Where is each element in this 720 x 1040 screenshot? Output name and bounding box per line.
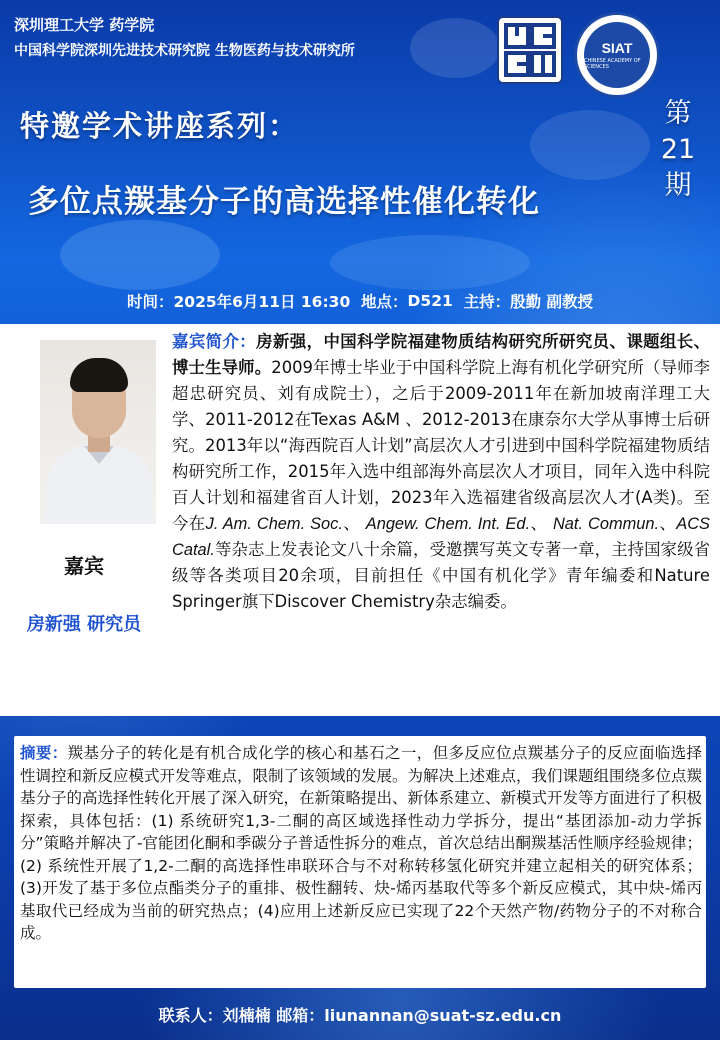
header-institute: 中国科学院深圳先进技术研究院 生物医药与技术研究所 xyxy=(14,43,355,59)
decorative-bubble xyxy=(60,220,220,290)
bio-text-part1: 2009年博士毕业于中国科学院上海有机化学研究所（导师李超忠研究员、刘有成院士），之后于2009-2011年在新加坡南洋理工大学、2011-2012在Texas A&M 、2012-2013在康奈尔大学从事博士后研究。2013年以“海西院百人计划”高层次人才引进到中国科学院福建物质结构研究所工作，2015年入选中组部海外高层次人才项目，同年入选中科院百人计划和福建省百人计划，2023年入选福建省级高层次人才(A类)。至今在 xyxy=(172,358,711,533)
time-value: 2025年6月11日 16:30 xyxy=(173,293,351,311)
decorative-bubble xyxy=(530,110,650,180)
guest-bio: 嘉宾简介：房新强，中国科学院福建物质结构研究所研究员、课题组长、博士生导师。2009年博士毕业于中国科学院上海有机化学研究所（导师李超忠研究员、刘有成院士），之后于2009-2011年在新加坡南洋理工大学、2011-2012在Texas A&M 、2012-2013在康奈尔大学从事博士后研究。2013年以“海西院百人计划”高层次人才引进到中国科学院福建物质结构研究所工作，2015年入选中组部海外高层次人才项目，同年入选中科院百人计划和福建省百人计划，2023年入选福建省级高层次人才(A类)。至今在J. Am. Chem. Soc.、 Angew. Chem. Int. Ed.、 Nat. Commun.、ACS Catal.等杂志上发表论文八十余篇，受邀撰写英文专著一章，主持国家级省级等各类项目20余项，目前担任《中国有机化学》青年编委和Nature Springer旗下Discover Chemistry杂志编委。 xyxy=(172,332,711,611)
header-school: 深圳理工大学 药学院 xyxy=(14,16,155,34)
issue-suffix: 期 xyxy=(664,170,692,201)
talk-title: 多位点羰基分子的高选择性催化转化 xyxy=(28,184,540,220)
sdmc-logo xyxy=(497,16,563,84)
bio-text-part2: 等杂志上发表论文八十余篇，受邀撰写英文专著一章，主持国家级省级等各类项目20余项，目前担任《中国有机化学》青年编委和Nature Springer旗下Discover Chemistry杂志编委。 xyxy=(172,540,710,611)
guest-label: 嘉宾 xyxy=(64,554,104,578)
siat-logo xyxy=(574,12,660,98)
contact-email[interactable]: liunannan@suat-sz.edu.cn xyxy=(324,1006,562,1025)
decorative-bubble xyxy=(330,235,530,290)
host-label: 主持： xyxy=(463,293,511,311)
journal-angew: Angew. Chem. Int. Ed. xyxy=(365,515,531,533)
siat-logo-subtext: CHINESE ACADEMY OF SCIENCES xyxy=(584,58,641,70)
series-title: 特邀学术讲座系列： xyxy=(20,109,300,143)
bio-lead: 嘉宾简介： xyxy=(172,332,257,351)
siat-logo-text: SIAT xyxy=(601,40,633,56)
decorative-bubble xyxy=(410,18,500,78)
journal-natcommun: Nat. Commun. xyxy=(552,515,660,533)
email-label: 邮箱： xyxy=(270,1006,325,1025)
guest-photo xyxy=(40,340,156,524)
place-label: 地点： xyxy=(361,293,408,311)
time-label: 时间： xyxy=(126,293,174,311)
journal-jacs: J. Am. Chem. Soc. xyxy=(205,515,343,533)
abstract-lead: 摘要： xyxy=(20,744,68,762)
issue-prefix: 第 xyxy=(664,98,692,129)
contact-line xyxy=(0,1003,720,1026)
issue-value: 21 xyxy=(660,134,696,165)
contact-name: 刘楠楠 xyxy=(222,1006,271,1025)
host-value: 殷勤 副教授 xyxy=(510,293,593,311)
journal-acscatal: ACS Catal. xyxy=(172,515,710,559)
abstract-text: 羰基分子的转化是有机合成化学的核心和基石之一，但多反应位点羰基分子的反应面临选择性调控和新反应模式开发等难点，限制了该领域的发展。为解决上述难点，我们课题组围绕多位点羰基分子的高选择性转化开展了深入研究，在新策略提出、新体系建立、新模式开发等方面进行了积极探索，具体包括：(1) 系统研究1,3-二酮的高区域选择性动力学拆分，提出“基团添加-动力学拆分”策略并解决了-官能团化酮和季碳分子普适性拆分的难点，首次总结出酮羰基活性顺序经验规律；(2) 系统性开展了1,2-二酮的高选择性串联环合与不对称转移氢化研究并建立起相关的研究体系；(3)开发了基于多位点酯类分子的重排、极性翻转、炔-烯丙基取代等多个新反应模式，其中炔-烯丙基取代已经成为当前的研究热点；(4)应用上述新反应已实现了22个天然产物/药物分子的不对称合成。 xyxy=(20,744,703,942)
place-value: D521 xyxy=(407,292,453,310)
event-info-bar xyxy=(0,286,720,316)
bio-title-text: 房新强，中国科学院福建物质结构研究所研究员、课题组长、博士生导师。 xyxy=(172,332,711,377)
contact-label: 联系人： xyxy=(158,1006,223,1025)
issue-number xyxy=(652,96,704,204)
abstract xyxy=(20,742,702,945)
guest-name: 房新强 研究员 xyxy=(26,614,142,635)
